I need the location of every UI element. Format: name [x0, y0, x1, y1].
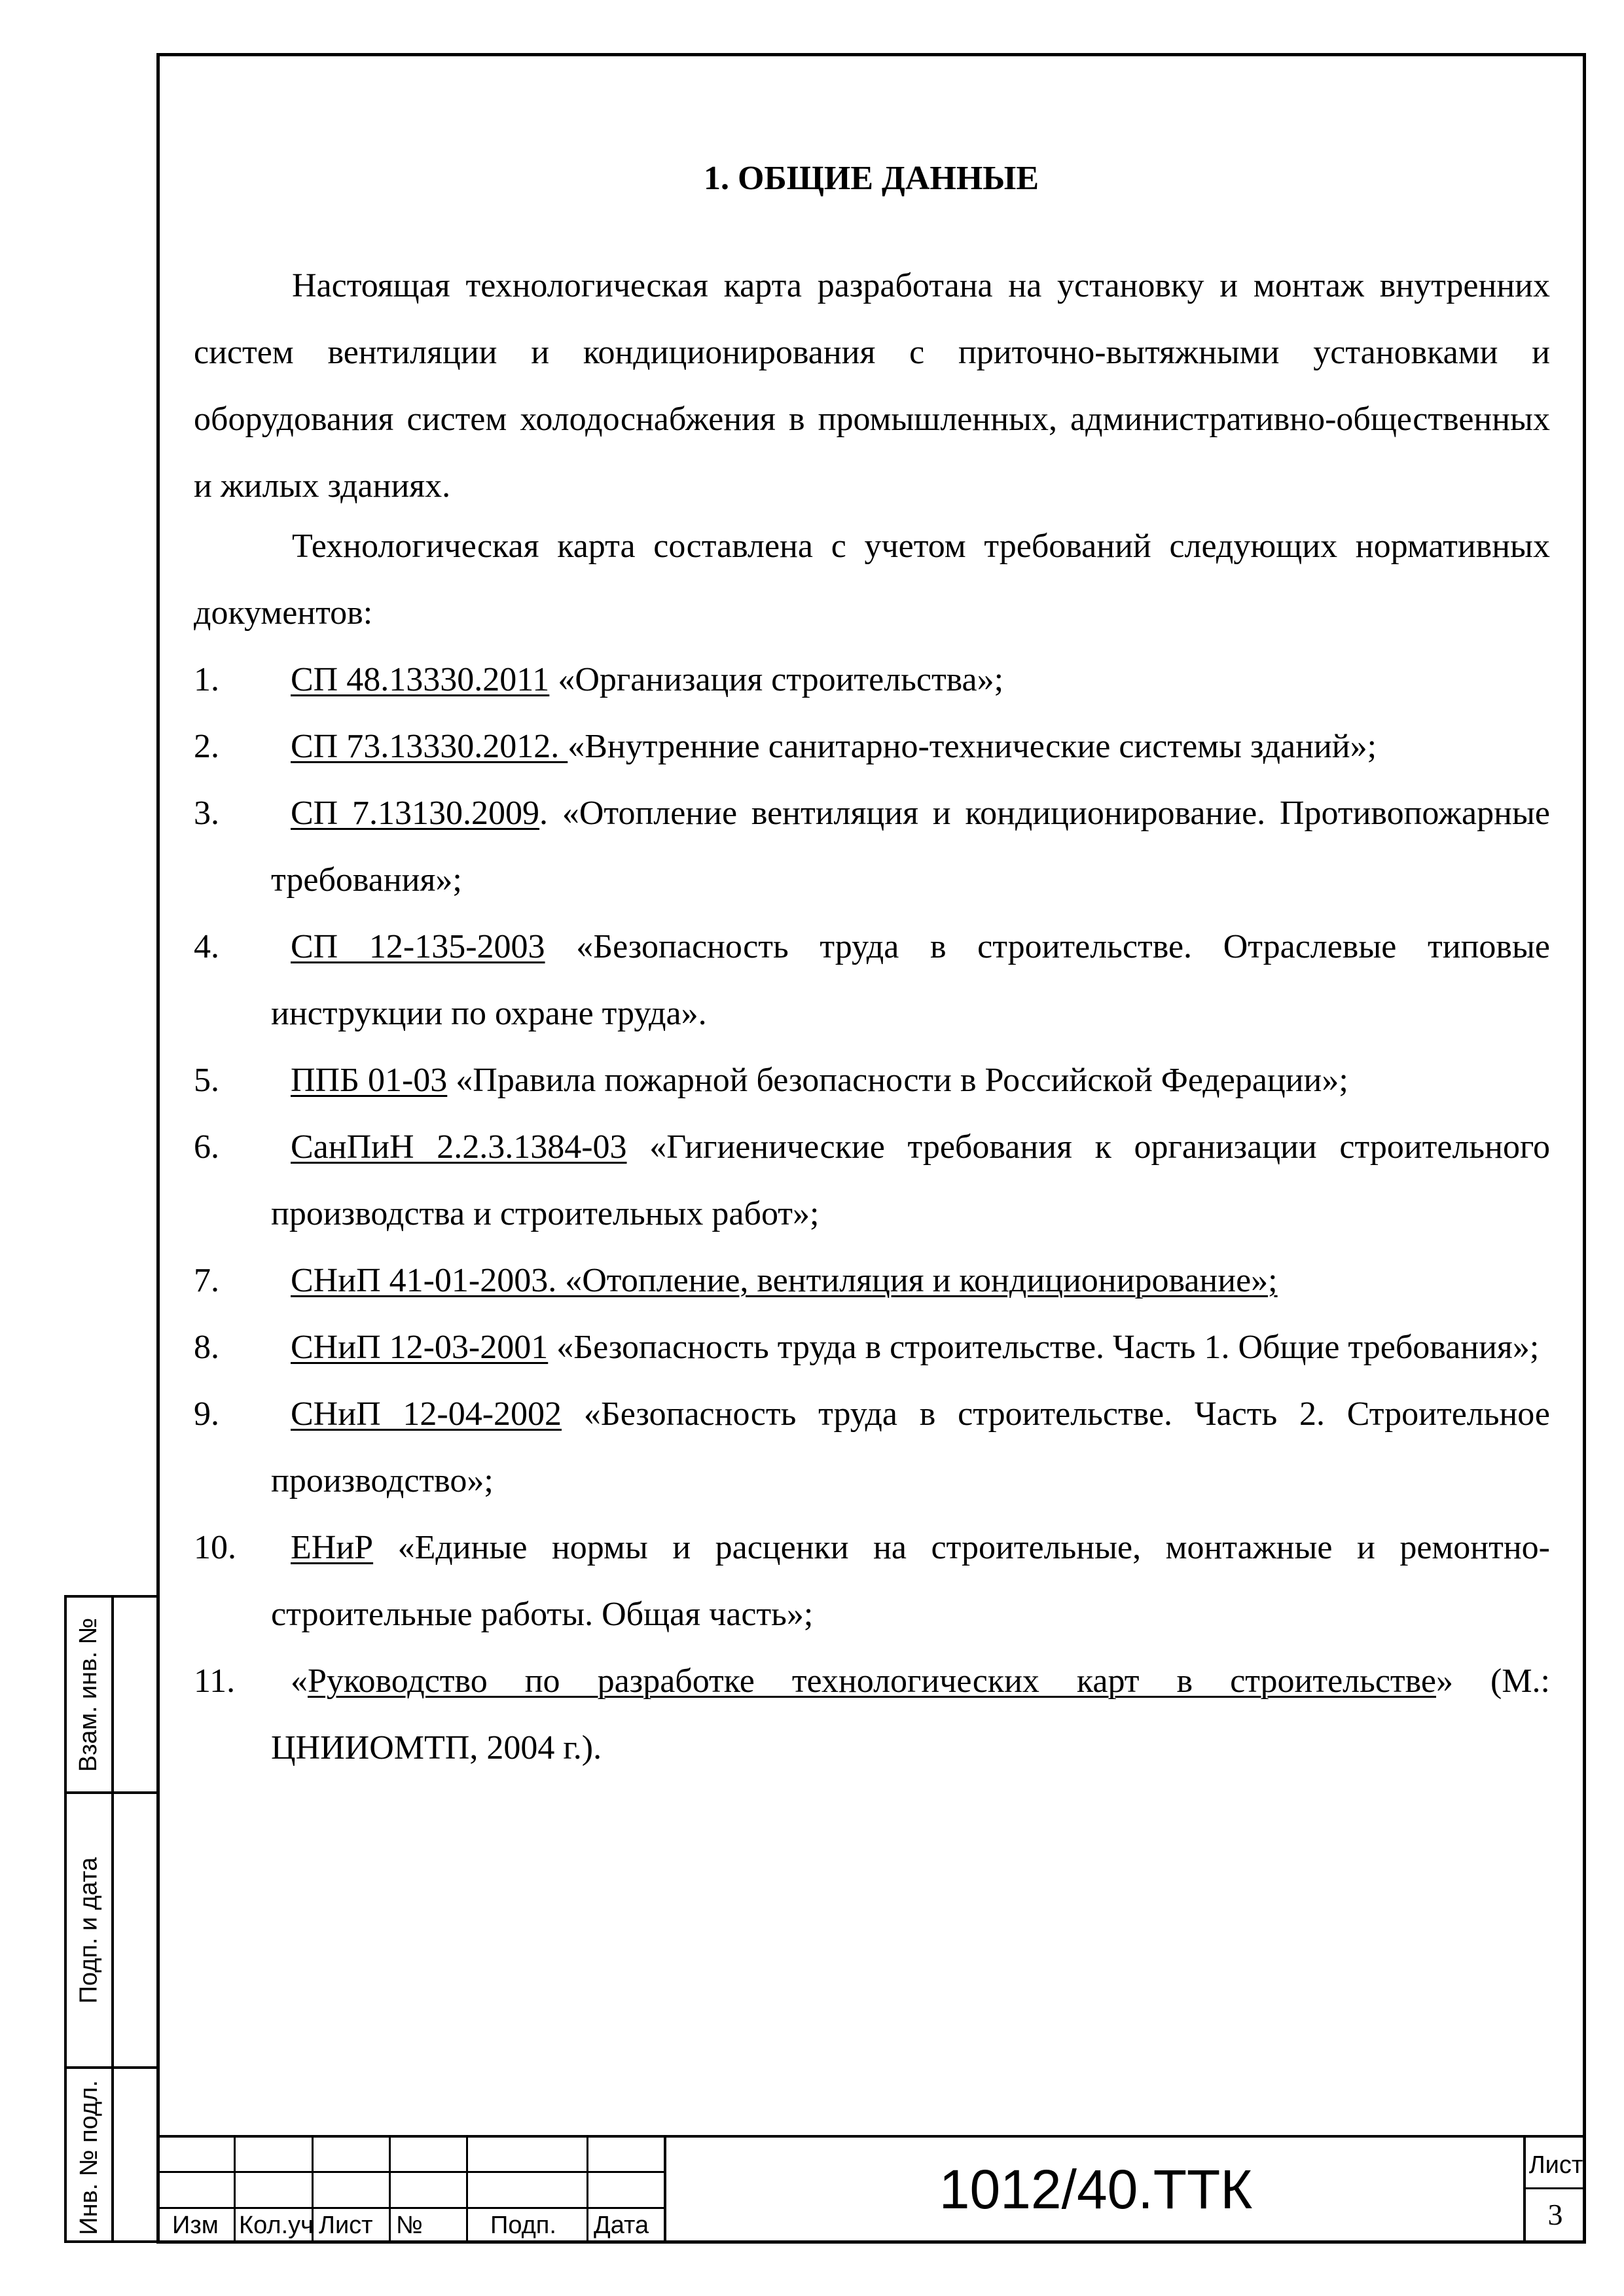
section-heading: 1. ОБЩИЕ ДАННЫЕ — [703, 160, 1039, 197]
list-item — [194, 914, 1550, 1047]
list-number: 3. — [194, 795, 219, 832]
list-item — [194, 647, 1550, 713]
list-number: 10. — [194, 1529, 236, 1566]
list-item — [194, 780, 1550, 914]
list-number: 8. — [194, 1329, 219, 1366]
reference-link[interactable]: СП 73.13330.2012. — [291, 728, 568, 765]
sheet-number: 3 — [1547, 2198, 1563, 2231]
side-stamp — [64, 1595, 156, 2243]
list-item — [194, 1114, 1550, 1247]
list-item — [194, 713, 1550, 780]
list-number: 7. — [194, 1262, 219, 1299]
reference-text: «Гигиенические требования к организации строительного производства и строительных работ»; — [271, 1128, 1550, 1232]
stamp-label-replacement: Взам. инв. № — [75, 1617, 103, 1772]
stamp-label-signature: Подп. и дата — [75, 1857, 103, 2003]
reference-text: «Безопасность труда в строительстве. Часть 2. Строительное производство»; — [271, 1395, 1551, 1499]
intro-paragraph: Настоящая технологическая карта разработана на установку и монтаж внутренних систем вентиляции и кондиционирования с приточно-вытяжными установками и оборудования систем холодоснабжения в промышленных, административно-общественных и жилых зданиях. — [194, 267, 1550, 505]
reference-text: . «Отопление вентиляция и кондиционирование. Противопожарные требования»; — [271, 795, 1550, 899]
reference-link[interactable]: СНиП 41-01-2003. «Отопление, вентиляция и кондиционирование»; — [291, 1262, 1278, 1299]
col-date: Дата — [594, 2212, 649, 2239]
reference-list — [194, 647, 1550, 1782]
sheet-label: Лист — [1528, 2151, 1583, 2179]
reference-link[interactable]: СП 12-135-2003 — [291, 928, 545, 965]
reference-link[interactable]: Руководство по разработке технологических карт в строительстве — [308, 1662, 1436, 1700]
reference-text: «Безопасность труда в строительстве. Часть 1. Общие требования»; — [548, 1329, 1540, 1366]
reference-link[interactable]: СП 48.13330.2011 — [291, 661, 550, 698]
requirements-paragraph: Технологическая карта составлена с учетом требований следующих нормативных документов: — [194, 528, 1550, 632]
list-number: 9. — [194, 1395, 219, 1433]
list-item — [194, 1314, 1550, 1381]
list-item — [194, 1247, 1550, 1314]
list-item — [194, 1381, 1550, 1515]
list-item — [194, 1515, 1550, 1648]
list-item — [194, 1648, 1550, 1782]
reference-text: «Внутренние санитарно-технические системы зданий»; — [568, 728, 1377, 765]
list-number: 2. — [194, 728, 219, 765]
stamp-label-inventory: Инв. № подл. — [75, 2079, 103, 2235]
reference-link[interactable]: СНиП 12-04-2002 — [291, 1395, 562, 1433]
reference-link[interactable]: СНиП 12-03-2001 — [291, 1329, 549, 1366]
col-number: № — [396, 2212, 423, 2239]
reference-link[interactable]: ППБ 01-03 — [291, 1062, 448, 1099]
list-number: 1. — [194, 661, 219, 698]
reference-text: «Правила пожарной безопасности в Российской Федерации»; — [447, 1062, 1348, 1099]
col-change: Изм — [172, 2212, 219, 2239]
list-item — [194, 1047, 1550, 1114]
list-number: 4. — [194, 928, 219, 965]
reference-prefix: « — [291, 1662, 308, 1700]
stamp-cell-inventory — [67, 2069, 159, 2246]
reference-text: » (М.: ЦНИИОМТП, 2004 г.). — [271, 1662, 1551, 1767]
list-number: 6. — [194, 1128, 219, 1166]
reference-link[interactable]: ЕНиР — [291, 1529, 374, 1566]
reference-text: «Организация строительства»; — [549, 661, 1004, 698]
reference-link[interactable]: СанПиН 2.2.3.1384-03 — [291, 1128, 627, 1166]
reference-link[interactable]: СП 7.13130.2009 — [291, 795, 540, 832]
list-number: 5. — [194, 1062, 219, 1099]
document-code: 1012/40.ТТК — [939, 2159, 1253, 2220]
list-number: 11. — [194, 1662, 236, 1700]
stamp-cell-signature — [67, 1794, 159, 2069]
title-block — [156, 2135, 1586, 2244]
reference-text: «Безопасность труда в строительстве. Отраслевые типовые инструкции по охране труда». — [271, 928, 1550, 1032]
col-sheet: Лист — [319, 2212, 373, 2239]
reference-text: «Единые нормы и расценки на строительные, монтажные и ремонтно-строительные работы. Общая часть»; — [271, 1529, 1550, 1633]
col-quantity: Кол.уч — [239, 2212, 314, 2239]
stamp-cell-replacement — [67, 1598, 159, 1794]
col-signature: Подп. — [490, 2212, 556, 2239]
